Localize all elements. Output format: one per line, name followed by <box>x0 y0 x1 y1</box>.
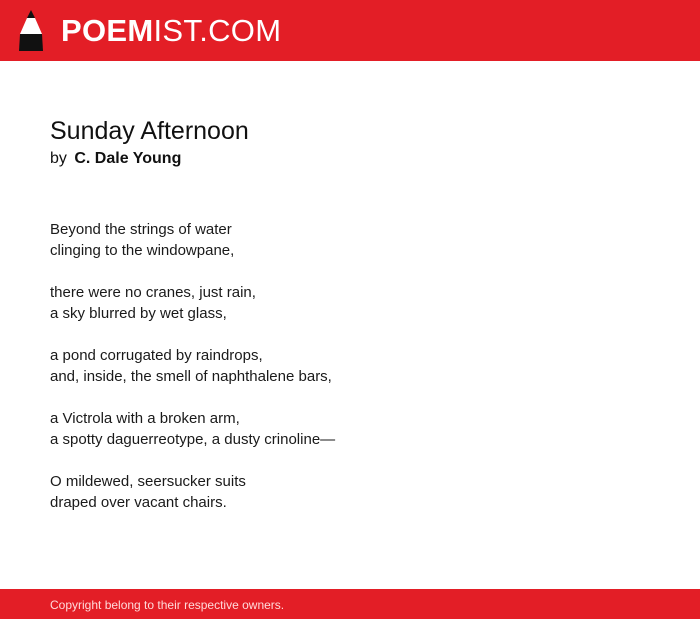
poem-line: O mildewed, seersucker suits <box>50 473 246 490</box>
poem-line: a sky blurred by wet glass, <box>50 305 227 322</box>
poem-stanza <box>50 345 650 387</box>
poem-stanza <box>50 282 650 324</box>
pencil-icon <box>18 10 44 51</box>
logo-text-light: IST.COM <box>153 13 282 48</box>
poem-line: and, inside, the smell of naphthalene bars, <box>50 368 332 385</box>
poem-line: a Victrola with a broken arm, <box>50 410 240 427</box>
poem-stanza <box>50 471 650 513</box>
by-label: by <box>50 150 67 167</box>
logo-text <box>61 10 281 51</box>
poem-line: a spotty daguerreotype, a dusty crinoline— <box>50 431 336 448</box>
copyright-text: Copyright belong to their respective owners. <box>50 598 285 612</box>
poem-stanza <box>50 408 650 450</box>
poem-byline <box>50 148 181 170</box>
poem-title: Sunday Afternoon <box>50 117 249 145</box>
poem-line: there were no cranes, just rain, <box>50 284 256 301</box>
poem-line: draped over vacant chairs. <box>50 494 227 511</box>
site-footer <box>0 589 700 619</box>
logo-text-bold: POEM <box>61 13 154 48</box>
poem-line: Beyond the strings of water <box>50 221 232 238</box>
site-logo-link[interactable] <box>18 10 281 51</box>
site-header <box>0 0 700 61</box>
poem-body <box>50 219 650 534</box>
poem-line: a pond corrugated by raindrops, <box>50 347 263 364</box>
poem-stanza <box>50 219 650 261</box>
author-link[interactable]: C. Dale Young <box>74 150 182 167</box>
poem-line: clinging to the windowpane, <box>50 242 235 259</box>
